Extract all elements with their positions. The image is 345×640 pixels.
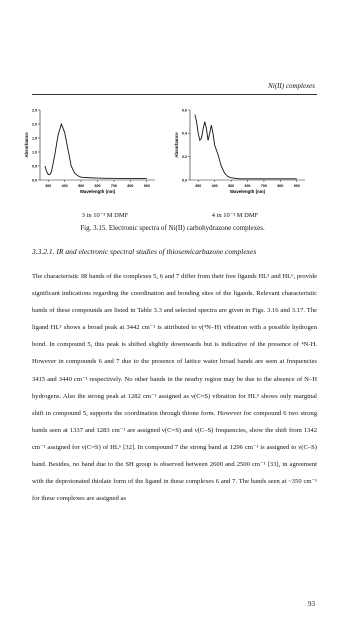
- panel-caption-4: 4 in 10⁻³ M DMF: [211, 212, 259, 219]
- x-tick-label: 400: [61, 184, 68, 188]
- y-tick-label: 0.5: [32, 164, 37, 169]
- x-tick-label: 900: [293, 184, 300, 188]
- section-heading: 3.3.2.1. IR and electronic spectral studies of thiosemicarbazone complexes: [32, 247, 257, 256]
- x-tick-label: 700: [260, 184, 267, 188]
- panel-caption-3: 3 in 10⁻³ M DMF: [81, 212, 129, 219]
- x-tick-label: 500: [78, 184, 85, 188]
- paragraph: The characteristic IR bands of the complexes 5, 6 and 7 differ from their free ligands HL⁵ and HL⁶, provide significant indications regarding the coordination and bonding sites of the ligands. Relevant characteristic bands of these compounds are listed in Table 3.3 and selected spectra are given in Figs. 3.16 and 3.17. The ligand HL⁵ shows a broad peak at 3442 cm⁻¹ is attributed to ν(⁴N–H) vibration with a possible hydrogen bond. In compound 5, this peak is shifted slightly downwards but is indicative of the presence of ⁴N-H. However in compounds 6 and 7 due to the presence of lattice water broad bands are seen at frequencies 3415 and 3440 cm⁻¹ respectively. No other bands in the nearby region may be due to the absence of N–H hydrogens. Also the strong peak at 1282 cm⁻¹ assigned as ν(C=S) vibration for HL⁵ shows only marginal shift in compound 5, supports the coordination through thione form. However for compound 6 two strong bands seen at 1337 and 1283 cm⁻¹ are assigned ν(C=S) and ν(C–S) frequencies, show the shift from 1342 cm⁻¹ assigned for ν(C=S) of HL⁶ [32]. In compound 7 the strong band at 1296 cm⁻¹ is assigned to ν(C–S) band. Besides, no band due to the SH group is observed between 2600 and 2500 cm⁻¹ [33], in agreement with the deprotonated thiolate form of the ligand in these complexes 6 and 7. The bands seen at ~350 cm⁻¹ for these complexes are assigned as: [32, 273, 317, 503]
- y-axis-label: Absorbance: [174, 132, 179, 158]
- x-tick-label: 300: [45, 184, 52, 188]
- y-tick-label: 0.2: [182, 154, 187, 159]
- body-text: [32, 268, 317, 507]
- y-tick-label: 2.5: [32, 108, 37, 113]
- y-tick-label: 0.0: [32, 178, 37, 183]
- y-tick-label: 0.6: [182, 108, 187, 113]
- x-tick-label: 800: [277, 184, 284, 188]
- x-axis-label: Wavelength (nm): [229, 189, 266, 194]
- y-tick-label: 1.5: [32, 136, 37, 141]
- x-tick-label: 600: [94, 184, 101, 188]
- x-tick-label: 600: [244, 184, 251, 188]
- y-tick-label: 1.0: [32, 150, 37, 155]
- y-tick-label: 0.4: [182, 131, 187, 136]
- x-tick-label: 900: [143, 184, 150, 188]
- x-tick-label: 800: [127, 184, 134, 188]
- running-header: Ni(II) complexes: [268, 82, 315, 90]
- spectrum-chart-3: [24, 108, 155, 194]
- x-tick-label: 700: [110, 184, 117, 188]
- x-tick-label: 500: [228, 184, 235, 188]
- series-line: [195, 115, 297, 179]
- x-tick-label: 400: [211, 184, 218, 188]
- header-rule: [32, 94, 317, 95]
- x-axis-label: Wavelength (nm): [79, 189, 116, 194]
- spectrum-chart-4: [174, 108, 305, 194]
- series-line: [45, 124, 147, 179]
- x-tick-label: 300: [195, 184, 202, 188]
- y-tick-label: 2.0: [32, 122, 37, 127]
- y-tick-label: 0.0: [182, 178, 187, 183]
- figure-caption: Fig. 3.15. Electronic spectra of Ni(II) carbohydrazone complexes.: [80, 224, 265, 232]
- page-number: 93: [308, 600, 315, 608]
- y-axis-label: Absorbance: [24, 132, 29, 158]
